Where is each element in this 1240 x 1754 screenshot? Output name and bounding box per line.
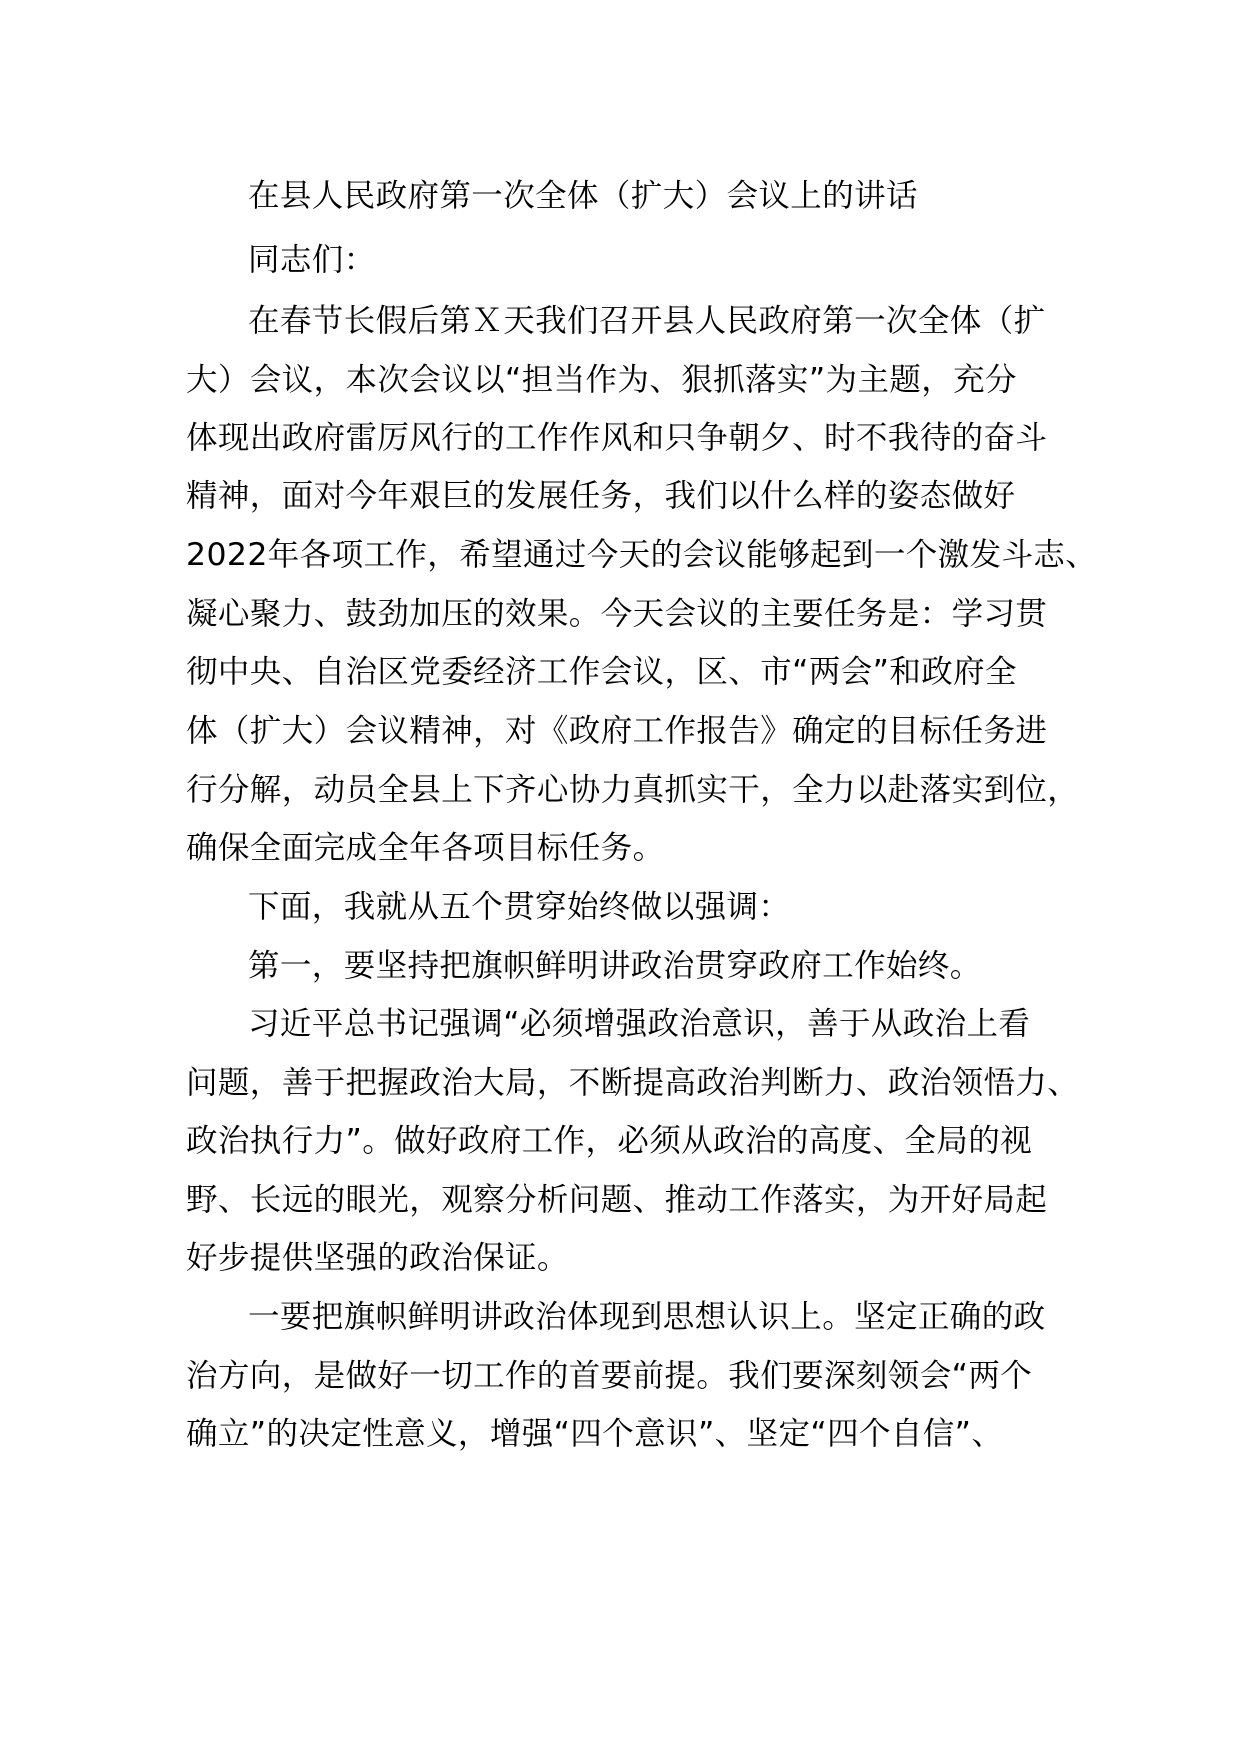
text-line: 治方向，是做好一切工作的首要前提。我们要深刻领会“两个	[186, 1358, 1033, 1394]
text-line: 一要把旗帜鲜明讲政治体现到思想认识上。坚定正确的政	[248, 1299, 1046, 1335]
salutation: 同志们：	[248, 242, 376, 278]
text-line: 确立”的决定性意义，增强“四个意识”、坚定“四个自信”、	[186, 1416, 1004, 1452]
text-line: 政治执行力”。做好政府工作，必须从政治的高度、全局的视	[186, 1123, 1033, 1159]
text-line: 彻中央、自治区党委经济工作会议，区、市“两会”和政府全	[186, 654, 1017, 690]
text-line: 精神，面对今年艰巨的发展任务，我们以什么样的姿态做好	[186, 478, 1016, 514]
text-line: 好步提供坚强的政治保证。	[186, 1240, 569, 1276]
text-line: 确保全面完成全年各项目标任务。	[186, 830, 665, 866]
text-line: 在春节长假后第Ｘ天我们召开县人民政府第一次全体（扩	[248, 303, 1046, 339]
text-line: 野、长远的眼光，观察分析问题、推动工作落实，为开好局起	[186, 1182, 1048, 1218]
text-line: 大）会议，本次会议以“担当作为、狠抓落实”为主题，充分	[186, 362, 1017, 398]
section-heading: 第一，要坚持把旗帜鲜明讲政治贯穿政府工作始终。	[248, 948, 982, 984]
text-line: 体现出政府雷厉风行的工作作风和只争朝夕、时不我待的奋斗	[186, 420, 1048, 456]
text-line: 2022年各项工作，希望通过今天的会议能够起到一个激发斗志、	[186, 537, 1098, 573]
text-line: 凝心聚力、鼓劲加压的效果。今天会议的主要任务是：学习贯	[186, 596, 1048, 632]
text-line: 体（扩大）会议精神，对《政府工作报告》确定的目标任务进	[186, 713, 1048, 749]
text-line: 习近平总书记强调“必须增强政治意识，善于从政治上看	[248, 1006, 1031, 1042]
paragraph-intro: 下面，我就从五个贯穿始终做以强调：	[248, 889, 791, 925]
text-line: 问题，善于把握政治大局，不断提高政治判断力、政治领悟力、	[186, 1065, 1080, 1101]
document-title: 在县人民政府第一次全体（扩大）会议上的讲话	[248, 178, 918, 214]
text-line: 行分解，动员全县上下齐心协力真抓实干，全力以赴落实到位，	[186, 772, 1080, 808]
